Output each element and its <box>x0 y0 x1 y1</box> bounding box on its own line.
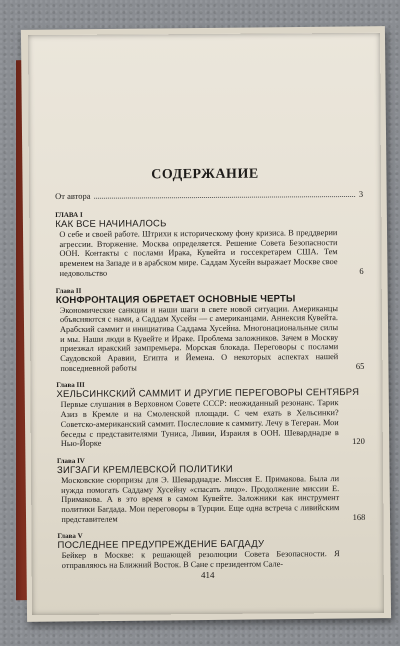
chapter-page: 120 <box>352 436 365 447</box>
chapter-number: ГЛАВА I <box>55 210 83 220</box>
toc-chapter <box>55 209 363 279</box>
toc-entry-page: 3 <box>358 188 364 199</box>
toc-chapter <box>57 455 365 525</box>
dot-leader <box>95 196 355 199</box>
chapter-title: КАК ВСЕ НАЧИНАЛОСЬ <box>55 218 167 231</box>
chapter-description-text: Московские сюрпризы для Э. Шеварднадзе. Миссия Е. Примакова. Была ли нужда помогать Саддаму Хусейну «спасать лицо». Продолжение миссии Е. Примакова. А в это время в самом Кувейте. Заложники как инструмент политики Багдада. Мои переговоры в Турции. Еще одна встреча с ливийским представителем <box>61 474 340 524</box>
chapter-description-text: О себе и своей работе. Штрихи к историческому фону кризиса. В преддверии агрессии. Вторжение. Москва определяется. Решение Совета Безопасности ООН. Контакты с послами Ирака, Кувейта и госсекретарем США. Тем временем на Западе и в арабском мире. Саддам Хусейн выражает Москве свое недовольство <box>59 228 338 278</box>
chapter-description <box>57 474 365 525</box>
chapter-page: 168 <box>352 511 366 522</box>
chapter-description-text: Бейкер в Москве: к решающей резолюции Совета Безопасности. Я отправляюсь на Ближний Восток. В Сане с президентом Сале- <box>61 549 340 571</box>
chapter-page: 6 <box>359 265 364 276</box>
toc-chapter <box>57 530 365 571</box>
toc-chapter <box>56 284 365 373</box>
chapter-number: Глава V <box>57 532 83 541</box>
book-page <box>28 33 384 615</box>
chapter-page: 65 <box>355 360 365 371</box>
toc-entry-label: От автора <box>55 190 91 202</box>
chapter-description <box>55 228 363 279</box>
chapter-description <box>58 549 366 571</box>
chapter-description <box>57 398 365 449</box>
chapter-description-text: Экономические санкции и наши шаги в свете новой ситуации. Американцы объясняются с нами, а Саддам Хусейн — с американцами. Аннексия Кувейта. Арабский саммит и инициатива Саддама Хусейна. Многонациональные силы и мы. Наши люди в Кувейте и Ираке. Проблема заложников. Зачем в Москву приезжал иракский зампремьера. Морская блокада. Переговоры с послами Саудовской Аравии, Египта и Йемена. О некоторых аспектах нашей повседневной работы <box>59 303 339 373</box>
chapter-number: Глава II <box>55 286 82 295</box>
chapter-title: ЗИГЗАГИ КРЕМЛЕВСКОЙ ПОЛИТИКИ <box>56 463 233 476</box>
chapter-description-text: Первые слушания в Верховном Совете СССР: неожиданный резонанс. Тарик Азиз в Кремле и на Смоленской площади. С чем ехать в Хельсинки? Советско-американский саммит. Послесловие к саммиту. Лечу в Тегеран. Мои беседы с представителями Туниса, Ливии, Израиля в ООН. Шеварднадзе в Нью-Йорке <box>60 398 339 449</box>
page-title: СОДЕРЖАНИЕ <box>151 166 259 183</box>
chapter-title: ХЕЛЬСИНКСКИЙ САММИТ И ДРУГИЕ ПЕРЕГОВОРЫ СЕНТЯБРЯ <box>56 387 360 401</box>
toc-chapter <box>56 379 364 449</box>
chapter-title: КОНФРОНТАЦИЯ ОБРЕТАЕТ ОСНОВНЫЕ ЧЕРТЫ <box>55 292 296 306</box>
toc-entry-author <box>55 189 363 201</box>
chapter-title: ПОСЛЕДНЕЕ ПРЕДУПРЕЖДЕНИЕ БАГДАДУ <box>57 539 265 552</box>
chapter-number: Глава III <box>56 381 85 390</box>
table-of-contents <box>55 189 366 579</box>
page-number: 414 <box>200 569 215 581</box>
chapter-number: Глава IV <box>56 456 85 465</box>
chapter-description <box>56 303 364 373</box>
